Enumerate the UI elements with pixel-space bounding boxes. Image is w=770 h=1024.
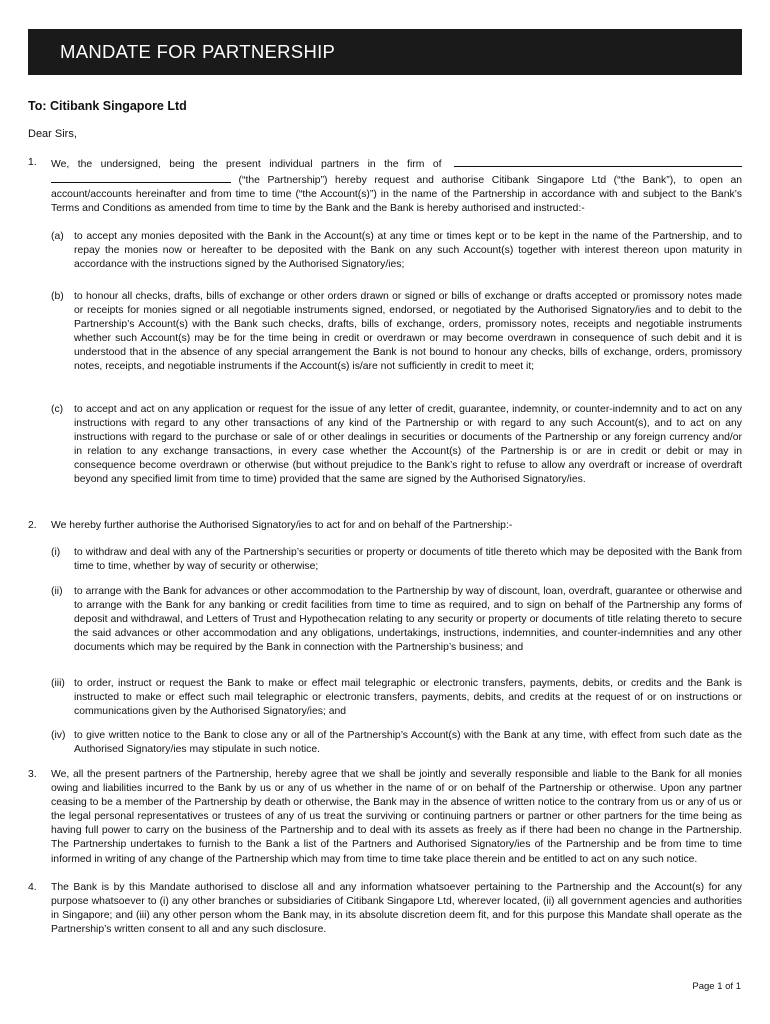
sub-clause-label: (iv) [51,730,66,741]
clause-number: 1. [28,157,37,168]
clause-text: We, all the present partners of the Partnership, hereby agree that we shall be jointly and severally responsible and liable to the Bank for all monies owing and liabilities incurred to the Bank by us or any of us whether in the name of or on behalf of the Partnership or otherwise. Upon any partner ceasing to be a member of the Partnership by death or otherwise, the Bank may in the absence of written notice to the contrary from us or any of us or the legal personal representatives or trustees of any of us treat the surviving or continuing partners or partner or other partners for the time being as having full power to carry on the business of the Partnership and to deal with its assets as freely as if there had been no change in the Partnership. The Partnership undertakes to furnish to the Bank a list of the Partners and Authorised Signatory/ies of the Partnership and be from time to time informed in writing of any change of the Partnership which may from time to time take place therein and be entitled to act on any such notice. [51,769,742,865]
salutation: Dear Sirs, [28,128,77,140]
document-title: MANDATE FOR PARTNERSHIP [60,41,336,62]
clause-text: We hereby further authorise the Authorised Signatory/ies to act for and on behalf of the Partnership:- [51,520,513,531]
sub-clause-text: to honour all checks, drafts, bills of exchange or other orders drawn or signed or bills of exchange or drafts accepted or promissory notes made or receipts for monies signed or all negotiable instruments signed, endorsed, or negotiated by the Authorised Signatory/ies and to debit to the Partnership’s Account(s) with the Bank such checks, drafts, bills of exchange, orders, promissory notes, receipts and negotiable instruments whether such Account(s) may be for the time being in credit or overdrawn or may become overdrawn in consequence of such debit and it is understood that in the absence of any special arrangement the Bank is not bound to honour any checks, bills of exchange, orders, promissory notes, receipts, and negotiable instruments if the Account(s) is/are not sufficiently in credit to meet it; [74,291,742,373]
sub-clause-label: (ii) [51,586,63,597]
clause-number: 3. [28,769,37,780]
sub-clause-label: (c) [51,404,64,415]
clause-1-body: (“the Partnership”) hereby request and authorise Citibank Singapore Ltd (“the Bank”), to open an account/accounts hereinafter and from time to time (“the Account(s)”) in the name of the Partnership in accordance with and subject to the Bank’s Terms and Conditions as amended from time to time by the Bank and the Bank is hereby authorised and instructed:- [51,175,742,215]
clause-number: 2. [28,520,37,531]
clause-1-intro: We, the undersigned, being the present individual partners in the firm of [51,159,442,170]
header-banner [28,29,742,75]
sub-clause-label: (a) [51,231,64,242]
sub-clause-label: (i) [51,547,61,558]
sub-clause-text: to arrange with the Bank for advances or other accommodation to the Partnership by way of discount, loan, overdraft, guarantee or otherwise and to arrange with the Bank for any banking or credit facilities from time to time as required, and to sign on behalf of the Partnership any forms of deposit and withdrawal, and Letters of Trust and Hypothecation relating to any security or property or documents of title relating thereto to secure the said advances or other accommodation and any obligations, undertakings, instructions, indemnities, and counter-indemnities and any other documents which may be required by the Bank in connection with the Partnership’s business; and [74,586,742,654]
sub-clause-label: (b) [51,291,64,302]
clause-text [51,156,742,216]
clause-number: 4. [28,882,37,893]
firm-name-field[interactable] [454,156,742,167]
sub-clause-text: to accept and act on any application or request for the issue of any letter of credit, guarantee, indemnity, or counter-indemnity and to act on any instructions with regard to any other transactions of any kind of the Partnership or with regard to any such Account(s), and to act on any instructions with regard to the purchase or sale of or other dealings in securities or documents of the Partnership or any foreign currency and/or in relation to any exchange transactions, in every case whether the Account(s) of the Partnership is or are in credit or debit or may in consequence become overdrawn or otherwise (but without prejudice to the Bank’s right to refuse to allow any overdraft or increase of overdraft beyond any specified limit from time to time) provided that the same are signed by the Authorised Signatory/ies. [74,404,742,486]
firm-name-field-continued[interactable] [51,172,231,183]
sub-clause-text: to accept any monies deposited with the Bank in the Account(s) at any time or times kept or to be kept in the name of the Partnership, and to repay the monies now or hereafter to be deposited with the Bank on any such Account(s) together with interest thereon upon maturity in accordance with the instructions signed by the Authorised Signatory/ies; [74,231,742,271]
sub-clause-text: to withdraw and deal with any of the Partnership’s securities or property or documents of title thereto which may be deposited with the Bank from time to time, whether by way of security or otherwise; [74,547,742,573]
addressee: To: Citibank Singapore Ltd [28,99,187,113]
clause-1 [28,156,742,214]
clause-text: The Bank is by this Mandate authorised to disclose all and any information whatsoever pertaining to the Partnership and the Account(s) for any purpose whatsoever to (i) any other branches or subsidiaries of Citibank Singapore Ltd, wherever located, (ii) all government agencies and authorities in Singapore; and (iii) any other person whom the Bank may, in its absolute discretion deem fit, and for this purpose this Mandate shall operate as the Partnership’s written consent to all and any such disclosure. [51,882,742,936]
sub-clause-label: (iii) [51,678,65,689]
page-number: Page 1 of 1 [692,981,741,992]
sub-clause-text: to order, instruct or request the Bank to make or effect mail telegraphic or electronic transfers, payments, debits, or credits and the Bank is instructed to make or effect such mail telegraphic or electronic transfers, payments, debits, and credits at the request of or on instructions or communications given by the Authorised Signatory/ies; and [74,678,742,718]
sub-clause-text: to give written notice to the Bank to close any or all of the Partnership’s Account(s) with the Bank at any time, with effect from such date as the Authorised Signatory/ies may stipulate in such notice. [74,730,742,756]
